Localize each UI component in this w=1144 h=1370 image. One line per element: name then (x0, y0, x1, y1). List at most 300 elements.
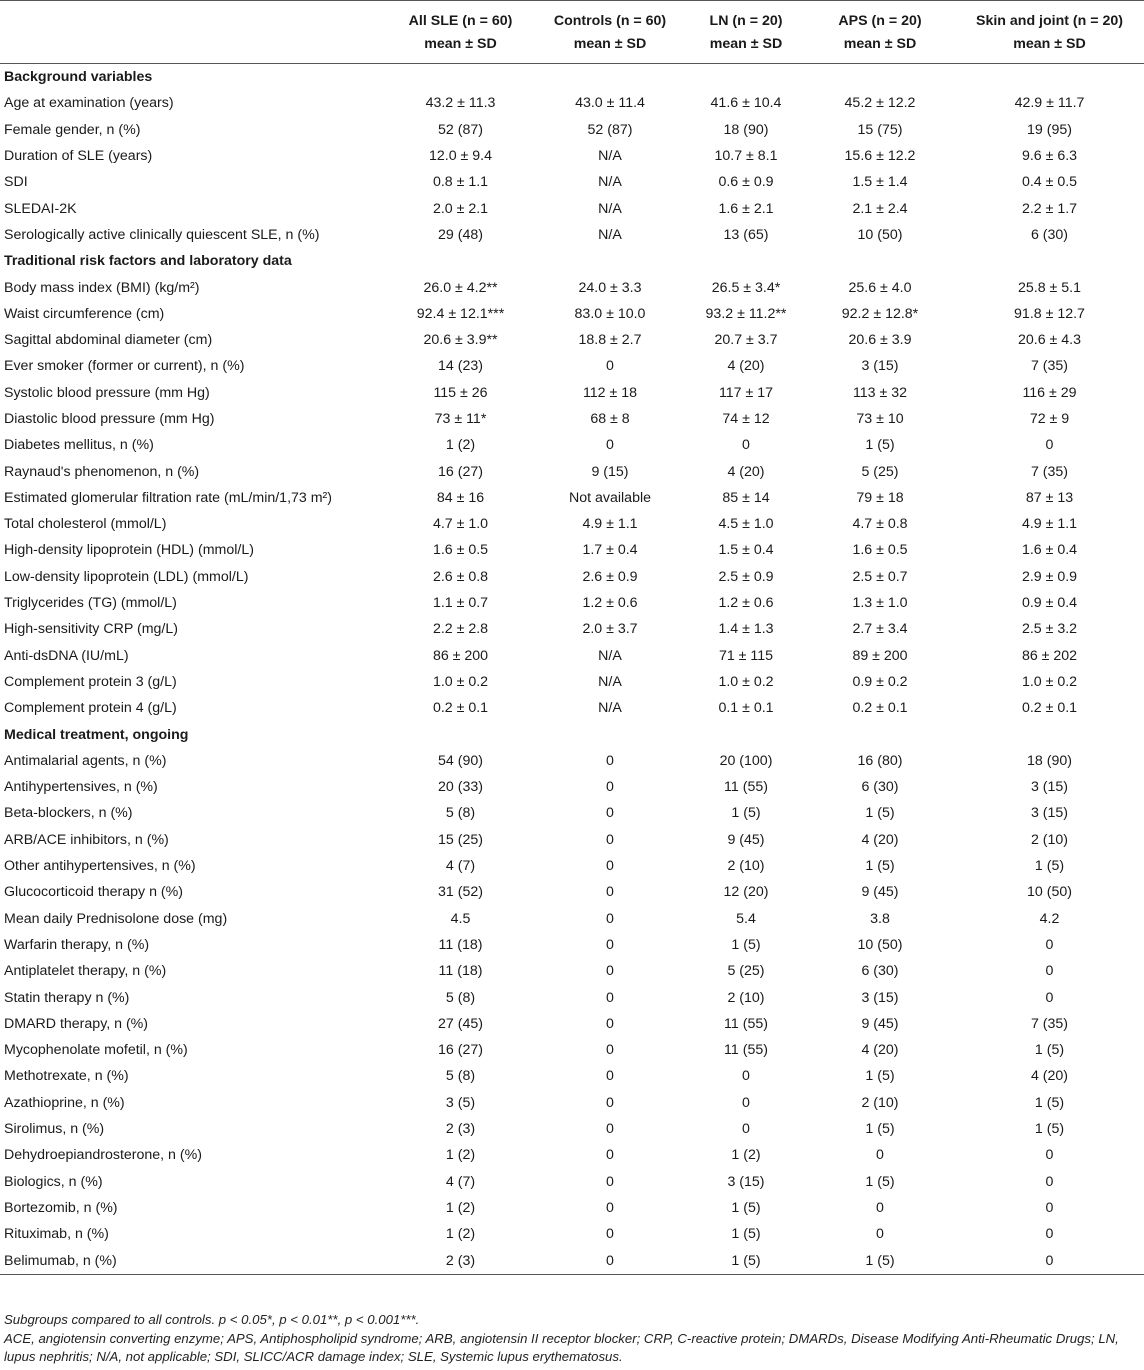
header-row-names (0, 1, 1144, 30)
header-unit-all-sle: mean ± SD (388, 29, 533, 64)
table-cell: 1.6 ± 0.4 (1021, 542, 1078, 559)
table-row (0, 1247, 1144, 1274)
table-cell: 11 (55) (724, 1015, 768, 1032)
table-cell: 16 (27) (438, 1042, 483, 1059)
table-row (0, 1168, 1144, 1194)
table-cell: 54 (90) (438, 752, 483, 769)
table-row (0, 774, 1144, 800)
table-cell: 79 ± 18 (856, 489, 904, 506)
header-row-units (0, 29, 1144, 64)
table-cell: 1 (2) (445, 437, 476, 454)
table-cell: 1 (5) (731, 805, 761, 822)
table-cell: 15.6 ± 12.2 (844, 148, 916, 165)
table-cell: 85 ± 14 (722, 489, 770, 506)
row-label: Azathioprine, n (%) (4, 1094, 125, 1111)
table-cell: 1 (5) (731, 1199, 761, 1216)
table-cell: 116 ± 29 (1022, 384, 1077, 401)
table-cell: 2.7 ± 3.4 (852, 621, 908, 638)
table-cell: 4.7 ± 1.0 (432, 516, 489, 533)
table-cell: 2 (10) (727, 989, 765, 1006)
table-cell: N/A (598, 174, 622, 191)
table-cell: 0 (606, 1147, 614, 1164)
table-row (0, 380, 1144, 406)
table-cell: 0 (606, 963, 614, 980)
table-cell: 1.2 ± 0.6 (718, 595, 774, 612)
table-cell: 41.6 ± 10.4 (710, 95, 782, 112)
row-label: DMARD therapy, n (%) (4, 1015, 149, 1032)
table-cell: 1 (5) (865, 437, 895, 454)
table-row (0, 984, 1144, 1010)
row-label: Duration of SLE (years) (4, 148, 153, 165)
table-cell: 2.6 ± 0.8 (432, 568, 489, 585)
table-cell: 9.6 ± 6.3 (1021, 148, 1078, 165)
table-cell: 15 (75) (857, 121, 903, 138)
table-cell: 52 (87) (587, 121, 633, 138)
table-cell: 0 (1045, 1147, 1054, 1164)
row-label: Complement protein 4 (g/L) (4, 700, 177, 717)
table-cell: 0 (1045, 1173, 1054, 1190)
row-label: SDI (4, 174, 28, 191)
table-row (0, 143, 1144, 169)
row-label: Beta-blockers, n (%) (4, 805, 133, 822)
row-label: Triglycerides (TG) (mmol/L) (4, 595, 177, 612)
table-cell: 1 (5) (805, 1247, 955, 1274)
table-cell: 2.2 ± 2.8 (432, 621, 489, 638)
table-row (0, 853, 1144, 879)
table-cell: 2 (3) (388, 1247, 533, 1274)
table-row (0, 564, 1144, 590)
table-cell: 0 (742, 1094, 750, 1111)
row-label: Glucocorticoid therapy n (%) (4, 884, 183, 901)
table-cell: 2 (10) (1030, 831, 1069, 848)
table-cell: 4 (20) (1030, 1068, 1069, 1085)
table-cell: 18 (90) (1027, 752, 1072, 769)
header-cell-all-sle: All SLE (n = 60) (388, 1, 533, 30)
table-cell: 20.6 ± 3.9 (848, 332, 912, 349)
table-cell: 1.6 ± 0.5 (432, 542, 489, 559)
row-label: Other antihypertensives, n (%) (4, 858, 196, 875)
table-cell: 42.9 ± 11.7 (1014, 95, 1085, 112)
row-label: Serologically active clinically quiescent SLE, n (%) (4, 226, 320, 243)
table-cell: 0 (533, 1247, 687, 1274)
table-cell: 1.3 ± 1.0 (852, 595, 908, 612)
table-cell: 0 (1045, 437, 1054, 454)
table-cell: 6 (30) (861, 779, 899, 796)
table-cell: 10 (50) (1027, 884, 1072, 901)
table-cell: 71 ± 115 (718, 647, 774, 664)
section-heading: Traditional risk factors and laboratory data (4, 253, 292, 270)
table-cell: 5.4 (736, 910, 756, 927)
table-cell: 0 (606, 752, 614, 769)
table-cell: 20.6 ± 3.9** (423, 332, 498, 349)
table-cell: 18 (90) (723, 121, 769, 138)
table-cell: 3 (15) (1030, 805, 1069, 822)
table-cell: 0 (876, 1226, 884, 1243)
table-cell: 4 (7) (445, 858, 476, 875)
table-cell: 74 ± 12 (722, 411, 770, 427)
table-row (0, 511, 1144, 537)
table-cell: 5 (8) (445, 1068, 476, 1085)
section-heading: Medical treatment, ongoing (4, 726, 189, 743)
table-cell: 0 (606, 358, 614, 375)
table-cell: 3 (15) (727, 1173, 765, 1190)
table-row (0, 327, 1144, 353)
table-row (0, 1221, 1144, 1247)
table-cell: 45.2 ± 12.2 (844, 95, 916, 112)
table-row (0, 1063, 1144, 1089)
section-row (0, 721, 1144, 747)
row-label: Belimumab, n (%) (0, 1247, 388, 1274)
table-cell: 0 (1045, 963, 1054, 980)
table-cell: 115 ± 26 (433, 384, 488, 401)
table-cell: 0.6 ± 0.9 (718, 174, 774, 191)
table-cell: 4.2 (1039, 910, 1060, 927)
table-cell: 2.5 ± 3.2 (1021, 621, 1078, 638)
table-cell: 0 (606, 1173, 614, 1190)
table-cell: 10 (50) (857, 226, 903, 243)
table-cell: 1.0 ± 0.2 (1021, 673, 1078, 690)
row-label: Bortezomib, n (%) (4, 1199, 118, 1216)
table-cell: 11 (18) (438, 936, 483, 953)
table-cell: 92.2 ± 12.8* (841, 305, 919, 322)
table-cell: 5 (25) (861, 463, 899, 480)
table-row (0, 274, 1144, 300)
table-cell: 0 (742, 1068, 750, 1085)
table-cell: 1 (2) (445, 1226, 476, 1243)
table-cell: 0 (606, 1068, 614, 1085)
row-label: Complement protein 3 (g/L) (4, 673, 177, 690)
table-cell: 18.8 ± 2.7 (578, 332, 642, 349)
table-cell: 0.9 ± 0.2 (852, 673, 908, 690)
row-label: Statin therapy n (%) (4, 989, 130, 1006)
table-row (0, 537, 1144, 563)
table-cell: 0 (606, 1094, 614, 1111)
table-cell: 0 (606, 805, 614, 822)
table-cell: 73 ± 10 (856, 411, 904, 427)
table-cell: N/A (598, 226, 622, 243)
table-cell: 1 (5) (731, 1226, 761, 1243)
table-cell: 0 (742, 1121, 750, 1138)
table-cell: 20.7 ± 3.7 (714, 332, 778, 349)
table-cell: 3 (15) (861, 358, 899, 375)
row-label: Methotrexate, n (%) (4, 1068, 129, 1085)
table-cell: 19 (95) (1027, 121, 1072, 138)
table-cell: 20 (100) (719, 752, 773, 769)
table-row (0, 748, 1144, 774)
table-cell: 26.0 ± 4.2** (423, 279, 498, 296)
table-cell: 0 (606, 884, 614, 901)
table-cell: 3.8 (870, 910, 890, 927)
table-cell: 2.9 ± 0.9 (1021, 568, 1078, 585)
row-label: Systolic blood pressure (mm Hg) (4, 384, 210, 401)
table-cell: 10 (50) (857, 936, 903, 953)
table-cell: 29 (48) (438, 226, 483, 243)
table-cell: 4 (20) (861, 831, 899, 848)
header-cell-controls: Controls (n = 60) (533, 1, 687, 30)
table-row (0, 117, 1144, 143)
header-unit-label (0, 29, 388, 64)
table-cell: 0.1 ± 0.1 (718, 700, 774, 717)
table-cell: 1.7 ± 0.4 (582, 542, 638, 559)
table-row (0, 1011, 1144, 1037)
table-cell: 0.2 ± 0.1 (852, 700, 908, 717)
table-cell: 0 (606, 1199, 614, 1216)
row-label: Antimalarial agents, n (%) (4, 752, 167, 769)
table-cell: 1.4 ± 1.3 (718, 621, 774, 638)
table-row (0, 1195, 1144, 1221)
row-label: Total cholesterol (mmol/L) (4, 516, 167, 533)
table-cell: 4 (20) (861, 1042, 899, 1059)
table-cell: 0 (606, 858, 614, 875)
row-label: Estimated glomerular filtration rate (mL/min/1,73 m²) (4, 489, 332, 506)
table-row (0, 1142, 1144, 1168)
table-cell: N/A (598, 200, 622, 217)
table-cell: N/A (598, 700, 622, 717)
row-label: Rituximab, n (%) (4, 1226, 109, 1243)
table-cell: 3 (15) (1030, 779, 1069, 796)
table-row (0, 932, 1144, 958)
table-cell: 0 (876, 1199, 884, 1216)
table-cell: 113 ± 32 (852, 384, 908, 401)
table-cell: 91.8 ± 12.7 (1014, 305, 1085, 322)
row-label: Female gender, n (%) (4, 121, 141, 138)
row-label: Age at examination (years) (4, 95, 174, 112)
table-cell: 0.9 ± 0.4 (1021, 595, 1078, 612)
table-cell: 6 (30) (861, 963, 899, 980)
table-cell: 3 (5) (445, 1094, 476, 1111)
table-cell: 4.9 ± 1.1 (1021, 516, 1078, 533)
header-cell-aps: APS (n = 20) (805, 1, 955, 30)
table-cell: 24.0 ± 3.3 (578, 279, 642, 296)
table-cell: 52 (87) (438, 121, 483, 138)
table-cell: 20 (33) (438, 779, 483, 796)
table-cell: N/A (598, 148, 622, 165)
table-cell: 1.5 ± 1.4 (852, 174, 908, 191)
table-cell: 4 (20) (727, 358, 765, 375)
table-row (0, 879, 1144, 905)
table-cell: 87 ± 13 (1025, 489, 1074, 506)
table-cell: 2 (3) (445, 1121, 476, 1138)
table-cell: 2 (10) (861, 1094, 899, 1111)
table-cell: 0 (606, 1015, 614, 1032)
table-cell: 117 ± 17 (718, 384, 774, 401)
table-row (0, 458, 1144, 484)
table-cell: 43.0 ± 11.4 (575, 95, 645, 112)
table-cell: 26.5 ± 3.4* (711, 279, 781, 296)
table-cell: 1.6 ± 0.5 (852, 542, 908, 559)
table-cell: 0 (606, 1226, 614, 1243)
table-cell: 92.4 ± 12.1*** (416, 305, 505, 322)
row-label: Diastolic blood pressure (mm Hg) (4, 411, 215, 427)
table-cell: 0 (606, 936, 614, 953)
table-cell: 0 (1045, 989, 1054, 1006)
table-cell: 11 (55) (724, 779, 768, 796)
table-header (0, 1, 1144, 64)
table-cell: 0 (606, 779, 614, 796)
table-cell: 1 (5) (1034, 1042, 1065, 1059)
table-cell: 9 (45) (861, 1015, 899, 1032)
table-cell: 43.2 ± 11.3 (425, 95, 496, 112)
header-cell-ln: LN (n = 20) (687, 1, 805, 30)
row-label: Mean daily Prednisolone dose (mg) (4, 910, 228, 927)
table-cell: 4.9 ± 1.1 (582, 516, 638, 533)
table-cell: 86 ± 200 (432, 647, 489, 664)
header-cell-skin-joint: Skin and joint (n = 20) (955, 1, 1144, 30)
table-row (0, 353, 1144, 379)
table-cell: 1.5 ± 0.4 (718, 542, 774, 559)
table-cell: 84 ± 16 (436, 489, 485, 506)
table-cell: 1 (5) (865, 1121, 895, 1138)
row-label: Antiplatelet therapy, n (%) (4, 963, 167, 980)
table-cell: 0 (606, 831, 614, 848)
row-label: Waist circumference (cm) (4, 305, 165, 322)
table-row (0, 643, 1144, 669)
row-label: Sagittal abdominal diameter (cm) (4, 332, 213, 349)
row-label: ARB/ACE inhibitors, n (%) (4, 831, 169, 848)
table-cell: 1 (5) (865, 1068, 895, 1085)
table-cell: 112 ± 18 (582, 384, 638, 401)
table-cell: 4.5 (450, 910, 471, 927)
table-cell: 0 (955, 1247, 1144, 1274)
row-label: Sirolimus, n (%) (4, 1121, 105, 1138)
table-cell: 16 (27) (438, 463, 483, 480)
table-cell: 0.2 ± 0.1 (432, 700, 489, 717)
row-label: High-sensitivity CRP (mg/L) (4, 621, 178, 638)
table-cell: 2.1 ± 2.4 (852, 200, 908, 217)
row-label: Warfarin therapy, n (%) (4, 936, 150, 953)
table-row (0, 695, 1144, 721)
table-cell: 7 (35) (1030, 1015, 1069, 1032)
table-cell: 25.8 ± 5.1 (1017, 279, 1081, 296)
table-cell: 16 (80) (857, 752, 903, 769)
table-cell: 1.0 ± 0.2 (432, 673, 489, 690)
footnote-abbreviations: ACE, angiotensin converting enzyme; APS, Antiphospholipid syndrome; ARB, angiotensin II receptor blocker; CRP, C-reactive protein; DMARDs, Disease Modifying Anti-Rheumatic Drugs; LN, lupus nephritis; N/A, not applicable; SDI, SLICC/ACR damage index; SLE, Systemic lupus erythematosus. (4, 1331, 1119, 1364)
row-label: Diabetes mellitus, n (%) (4, 437, 154, 454)
table-cell: 9 (45) (861, 884, 899, 901)
table-row (0, 590, 1144, 616)
table-row (0, 616, 1144, 642)
table-cell: 1 (5) (731, 936, 761, 953)
table-cell: 1.2 ± 0.6 (582, 595, 638, 612)
table-cell: 9 (15) (591, 463, 629, 480)
table-cell: 1.1 ± 0.7 (432, 595, 489, 612)
row-label: Biologics, n (%) (4, 1173, 103, 1190)
table-cell: 1 (5) (1034, 858, 1065, 875)
table-row (0, 432, 1144, 458)
section-row (0, 248, 1144, 274)
table-cell: 4 (7) (445, 1173, 476, 1190)
table-row (0, 1037, 1144, 1063)
table-cell: N/A (598, 673, 622, 690)
section-row (0, 64, 1144, 91)
table-cell: 12 (20) (723, 884, 769, 901)
table-cell: 13 (65) (723, 226, 769, 243)
table-cell: 72 ± 9 (1029, 411, 1070, 427)
table-row (0, 406, 1144, 432)
table-row (0, 958, 1144, 984)
table-cell: 1.0 ± 0.2 (718, 673, 774, 690)
table-cell: 6 (30) (1030, 226, 1069, 243)
table-cell: 93.2 ± 11.2** (705, 305, 787, 322)
table-cell: 15 (25) (438, 831, 483, 848)
table-cell: 1.6 ± 2.1 (718, 200, 774, 217)
table-cell: 86 ± 202 (1021, 647, 1078, 664)
table-cell: 0 (876, 1147, 884, 1164)
table-cell: 31 (52) (438, 884, 483, 901)
table-cell: 2.0 ± 2.1 (432, 200, 489, 217)
row-label: Ever smoker (former or current), n (%) (4, 358, 245, 375)
table-cell: 1 (5) (865, 858, 895, 875)
table-row (0, 169, 1144, 195)
table-row (0, 1116, 1144, 1142)
row-label: SLEDAI-2K (4, 200, 77, 217)
table-cell: 2.6 ± 0.9 (582, 568, 638, 585)
table-cell: 1 (5) (1034, 1094, 1065, 1111)
table-cell: 0 (606, 910, 614, 927)
table-cell: 68 ± 8 (590, 411, 630, 427)
table-cell: 0 (1045, 936, 1054, 953)
table-cell: 4 (20) (727, 463, 765, 480)
table-cell: 2.0 ± 3.7 (582, 621, 638, 638)
table-cell: 0.8 ± 1.1 (432, 174, 489, 191)
table-cell: 0 (606, 1042, 614, 1059)
table-row (0, 1090, 1144, 1116)
table-cell: 0 (606, 989, 614, 1006)
table-cell: 1 (5) (1034, 1121, 1065, 1138)
table-cell: 10.7 ± 8.1 (714, 148, 778, 165)
table-cell: 7 (35) (1030, 358, 1069, 375)
table-cell: 11 (18) (438, 963, 483, 980)
table-cell: Not available (568, 489, 652, 506)
table-cell: 0.2 ± 0.1 (1021, 700, 1078, 717)
table-cell: 0 (742, 437, 750, 454)
table-row (0, 906, 1144, 932)
table-cell: 11 (55) (724, 1042, 768, 1059)
section-heading: Background variables (4, 69, 153, 86)
table-cell: 89 ± 200 (852, 647, 908, 664)
table-cell: 9 (45) (727, 831, 765, 848)
row-label: High-density lipoprotein (HDL) (mmol/L) (4, 542, 254, 559)
table-cell: 73 ± 11* (434, 411, 487, 427)
table-row (0, 669, 1144, 695)
row-label: Body mass index (BMI) (kg/m²) (4, 279, 200, 296)
header-unit-controls: mean ± SD (533, 29, 687, 64)
table-row (0, 827, 1144, 853)
table-cell: 27 (45) (438, 1015, 483, 1032)
table-cell: 1 (2) (445, 1147, 476, 1164)
table-cell: 83.0 ± 10.0 (574, 305, 646, 322)
table-cell: 2 (10) (727, 858, 765, 875)
row-label: Raynaud's phenomenon, n (%) (4, 463, 200, 480)
table-body (0, 64, 1144, 1275)
table-cell: 1 (5) (865, 1173, 895, 1190)
table-row (0, 195, 1144, 221)
table-cell: 3 (15) (861, 989, 899, 1006)
table-cell: 0 (606, 437, 614, 454)
table-cell: 0 (1045, 1226, 1054, 1243)
table-cell: 5 (8) (445, 805, 476, 822)
table-cell: 20.6 ± 4.3 (1017, 332, 1081, 349)
table-cell: 1 (5) (865, 805, 895, 822)
table-row (0, 301, 1144, 327)
table-row (0, 800, 1144, 826)
table-cell: 4.7 ± 0.8 (852, 516, 908, 533)
table-cell: 2.2 ± 1.7 (1021, 200, 1078, 217)
header-unit-aps: mean ± SD (805, 29, 955, 64)
table-cell: 1 (5) (687, 1247, 805, 1274)
table-row (0, 485, 1144, 511)
table-cell: 2.5 ± 0.7 (852, 568, 908, 585)
